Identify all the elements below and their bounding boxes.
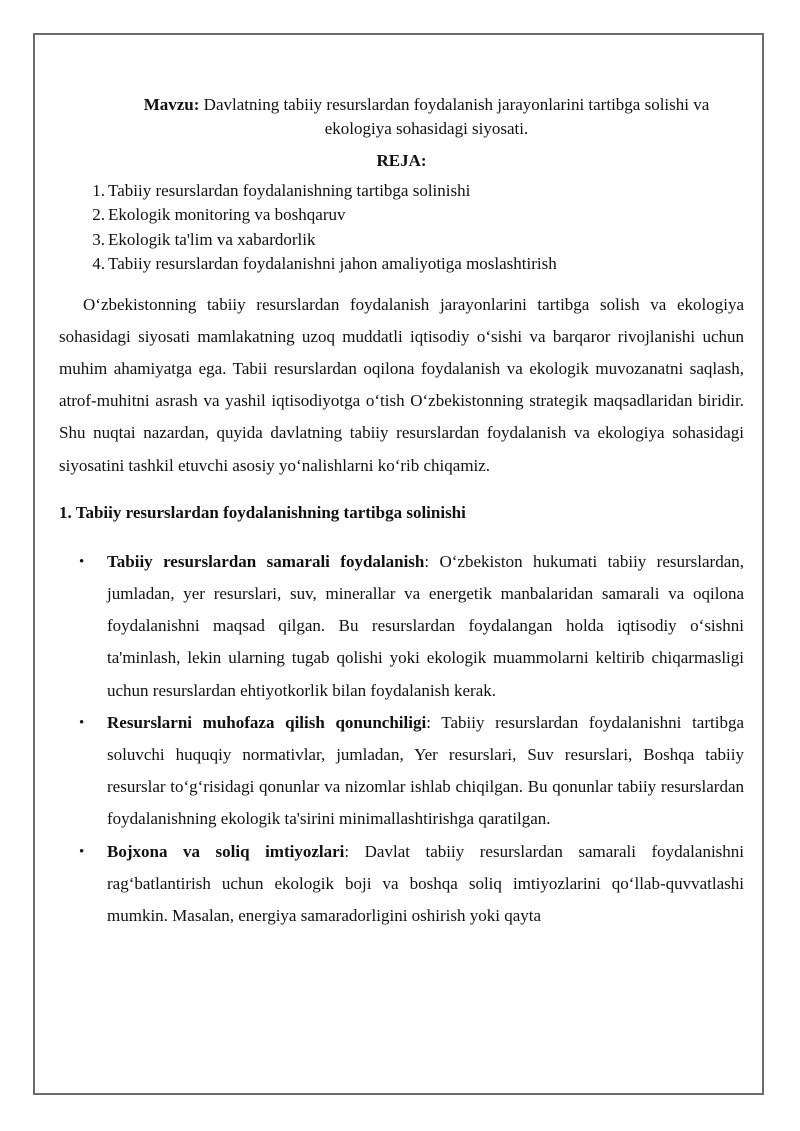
plan-item xyxy=(59,228,744,252)
plan-item-text: Tabiiy resurslardan foydalanishning tartibga solinishi xyxy=(108,181,471,200)
plan-item-number: 3. xyxy=(92,229,105,249)
topic-label: Mavzu: xyxy=(143,95,200,114)
bullet-item xyxy=(59,707,744,836)
plan-item-text: Ekologik ta'lim va xabardorlik xyxy=(108,229,316,249)
plan-item-text: Ekologik monitoring va boshqaruv xyxy=(108,205,346,225)
plan-list xyxy=(59,179,744,277)
plan-title: REJA: xyxy=(376,151,427,170)
section-heading: 1. Tabiiy resurslardan foydalanishning tartibga solinishi xyxy=(59,502,466,522)
document-content xyxy=(59,93,744,932)
section-bullet-list xyxy=(59,546,744,932)
intro-paragraph: O‘zbekistonning tabiiy resurslardan foydalanish jarayonlarini tartibga solish va ekologiya sohasidagi siyosati mamlakatning uzoq muddatli iqtisodiy o‘sishi va barqaror rivojlanishi uchun muhim ahamiyatga ega. Tabii resurslardan oqilona foydalanish va ekologik muvozanatni saqlash, atrof-muhitni asrash va yashil iqtisodiyotga o‘tish O‘zbekistonning strategik maqsadlaridan biridir. Shu nuqtai nazardan, quyida davlatning tabiiy resurslardan foydalanish va ekologiya sohasidagi siyosatini tashkil etuvchi asosiy yo‘nalishlarni ko‘rib chiqamiz. xyxy=(59,294,744,475)
bullet-term: Resurslarni muhofaza qilish qonunchiligi xyxy=(107,712,427,732)
bullet-icon: • xyxy=(79,843,85,860)
bullet-icon: • xyxy=(79,553,85,570)
plan-item-number: 2. xyxy=(92,205,105,225)
bullet-item xyxy=(59,546,744,707)
plan-item xyxy=(59,203,744,227)
bullet-term: Tabiiy resurslardan samarali foydalanish xyxy=(107,551,425,571)
bullet-text: : Tabiiy resurslardan foydalanishni tartibga soluvchi huquqiy normativlar, jumladan, Yer resurslari, Suv resurslari, Boshqa tabiiy resurslar to‘g‘risidagi qonunlar va nizomlar ishlab chiqilgan. Bu qonunlar tabiiy resurslardan foydalanishning ekologik ta'sirini minimallashtirishga qaratilgan. xyxy=(107,712,744,829)
bullet-item xyxy=(59,836,744,933)
bullet-icon: • xyxy=(79,714,85,731)
page-frame xyxy=(33,33,764,1095)
document-topic xyxy=(59,93,744,141)
plan-item xyxy=(59,252,744,276)
bullet-text: : Davlat tabiiy resurslardan samarali foydalanishni rag‘batlantirish uchun ekologik boji va boshqa soliq imtiyozlarini qo‘llab-quvvatlashi mumkin. Masalan, energiya samaradorligini oshirish yoki qayta xyxy=(107,841,745,926)
bullet-text: : O‘zbekiston hukumati tabiiy resurslardan, jumladan, yer resurslari, suv, minerallar va energetik manbalaridan samarali va oqilona foydalanishni maqsad qilgan. Bu resurslardan foydalangan holda iqtisodiy o‘sishni ta'minlash, lekin ularning tugab qolishi yoki ekologik muammolarni keltirib chiqarmasligi uchun resurslardan ehtiyotkorlik bilan foydalanish kerak. xyxy=(107,551,744,700)
plan-item-text: Tabiiy resurslardan foydalanishni jahon amaliyotiga moslashtirish xyxy=(108,254,557,274)
plan-item-number: 1. xyxy=(92,181,105,200)
plan-item-number: 4. xyxy=(92,254,105,274)
bullet-term: Bojxona va soliq imtiyozlari xyxy=(107,841,345,861)
plan-item xyxy=(59,179,744,203)
topic-text: Davlatning tabiiy resurslardan foydalanish jarayonlarini tartibga solishi va ekologiya sohasidagi siyosati. xyxy=(199,95,710,138)
